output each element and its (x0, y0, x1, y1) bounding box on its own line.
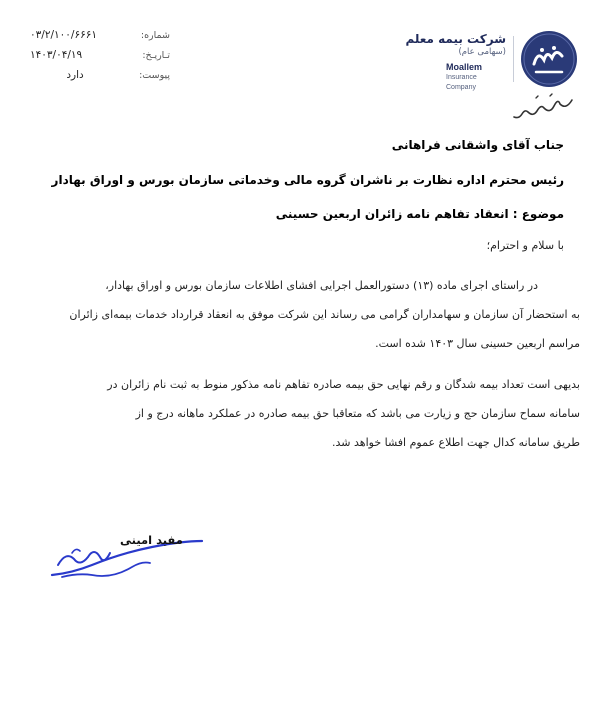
signer-name: مفید امینی (120, 533, 183, 547)
paragraph-line: به استحضار آن سازمان و سهامداران گرامی می رساند این شرکت موفق به انعقاد قرارداد خدمات بیمه‌ای زائران (69, 308, 580, 321)
paragraph-line: در راستای اجرای ماده (۱۳) دستورالعمل اجرایی افشای اطلاعات سازمان بورس و اوراق بهادار، (105, 279, 538, 292)
attachment-label: پیوست: (139, 70, 170, 81)
signature-block (48, 525, 208, 585)
logo-divider (513, 36, 514, 82)
paragraph-line: بدیهی است تعداد بیمه شدگان و رقم نهایی حق بیمه صادره تفاهم نامه مذکور منوط به ثبت نام زائران در (107, 378, 580, 391)
handwritten-title-mark (506, 92, 576, 120)
company-emblem-icon (520, 30, 578, 88)
paragraph-line: طریق سامانه کدال جهت اطلاع عموم افشا خواهد شد. (332, 436, 580, 449)
date-row (30, 48, 170, 68)
attachment-row (30, 68, 170, 88)
recipient-title: رئیس محترم اداره نظارت بر ناشران گروه مالی وخدماتی سازمان بورس و اوراق بهادار (51, 173, 564, 187)
attachment-value: دارد (66, 69, 84, 81)
letter-meta (30, 28, 170, 88)
date-value: ۱۴۰۳/۰۴/۱۹ (30, 49, 83, 61)
addressee: جناب آقای واشقانی فراهانی (391, 138, 564, 152)
number-value: ۰۳/۲/۱۰۰/۶۶۶۱ (30, 29, 98, 41)
greeting: با سلام و احترام؛ (486, 239, 564, 252)
number-row (30, 28, 170, 48)
paragraph-line: مراسم اربعین حسینی سال ۱۴۰۳ شده است. (375, 337, 580, 350)
company-sub-fa: (سهامی عام) (458, 47, 506, 57)
company-logo (368, 30, 578, 92)
company-name-en: Moallem (446, 62, 483, 72)
paragraph-1 (60, 275, 580, 362)
letter-subject: موضوع : انعقاد تفاهم نامه زائران اربعین حسینی (275, 207, 564, 221)
number-label: شماره: (140, 30, 170, 41)
company-name-block (376, 32, 506, 93)
company-name-fa: شرکت بیمه معلم (405, 32, 506, 46)
paragraph-2 (60, 374, 580, 461)
paragraph-line: سامانه سماح سازمان حج و زیارت می باشد که متعاقبا حق بیمه صادره در عملکرد ماهانه درج و از (135, 407, 580, 420)
date-label: تـاریـخ: (142, 50, 170, 61)
company-sub-en: Insurance Company (446, 74, 477, 91)
